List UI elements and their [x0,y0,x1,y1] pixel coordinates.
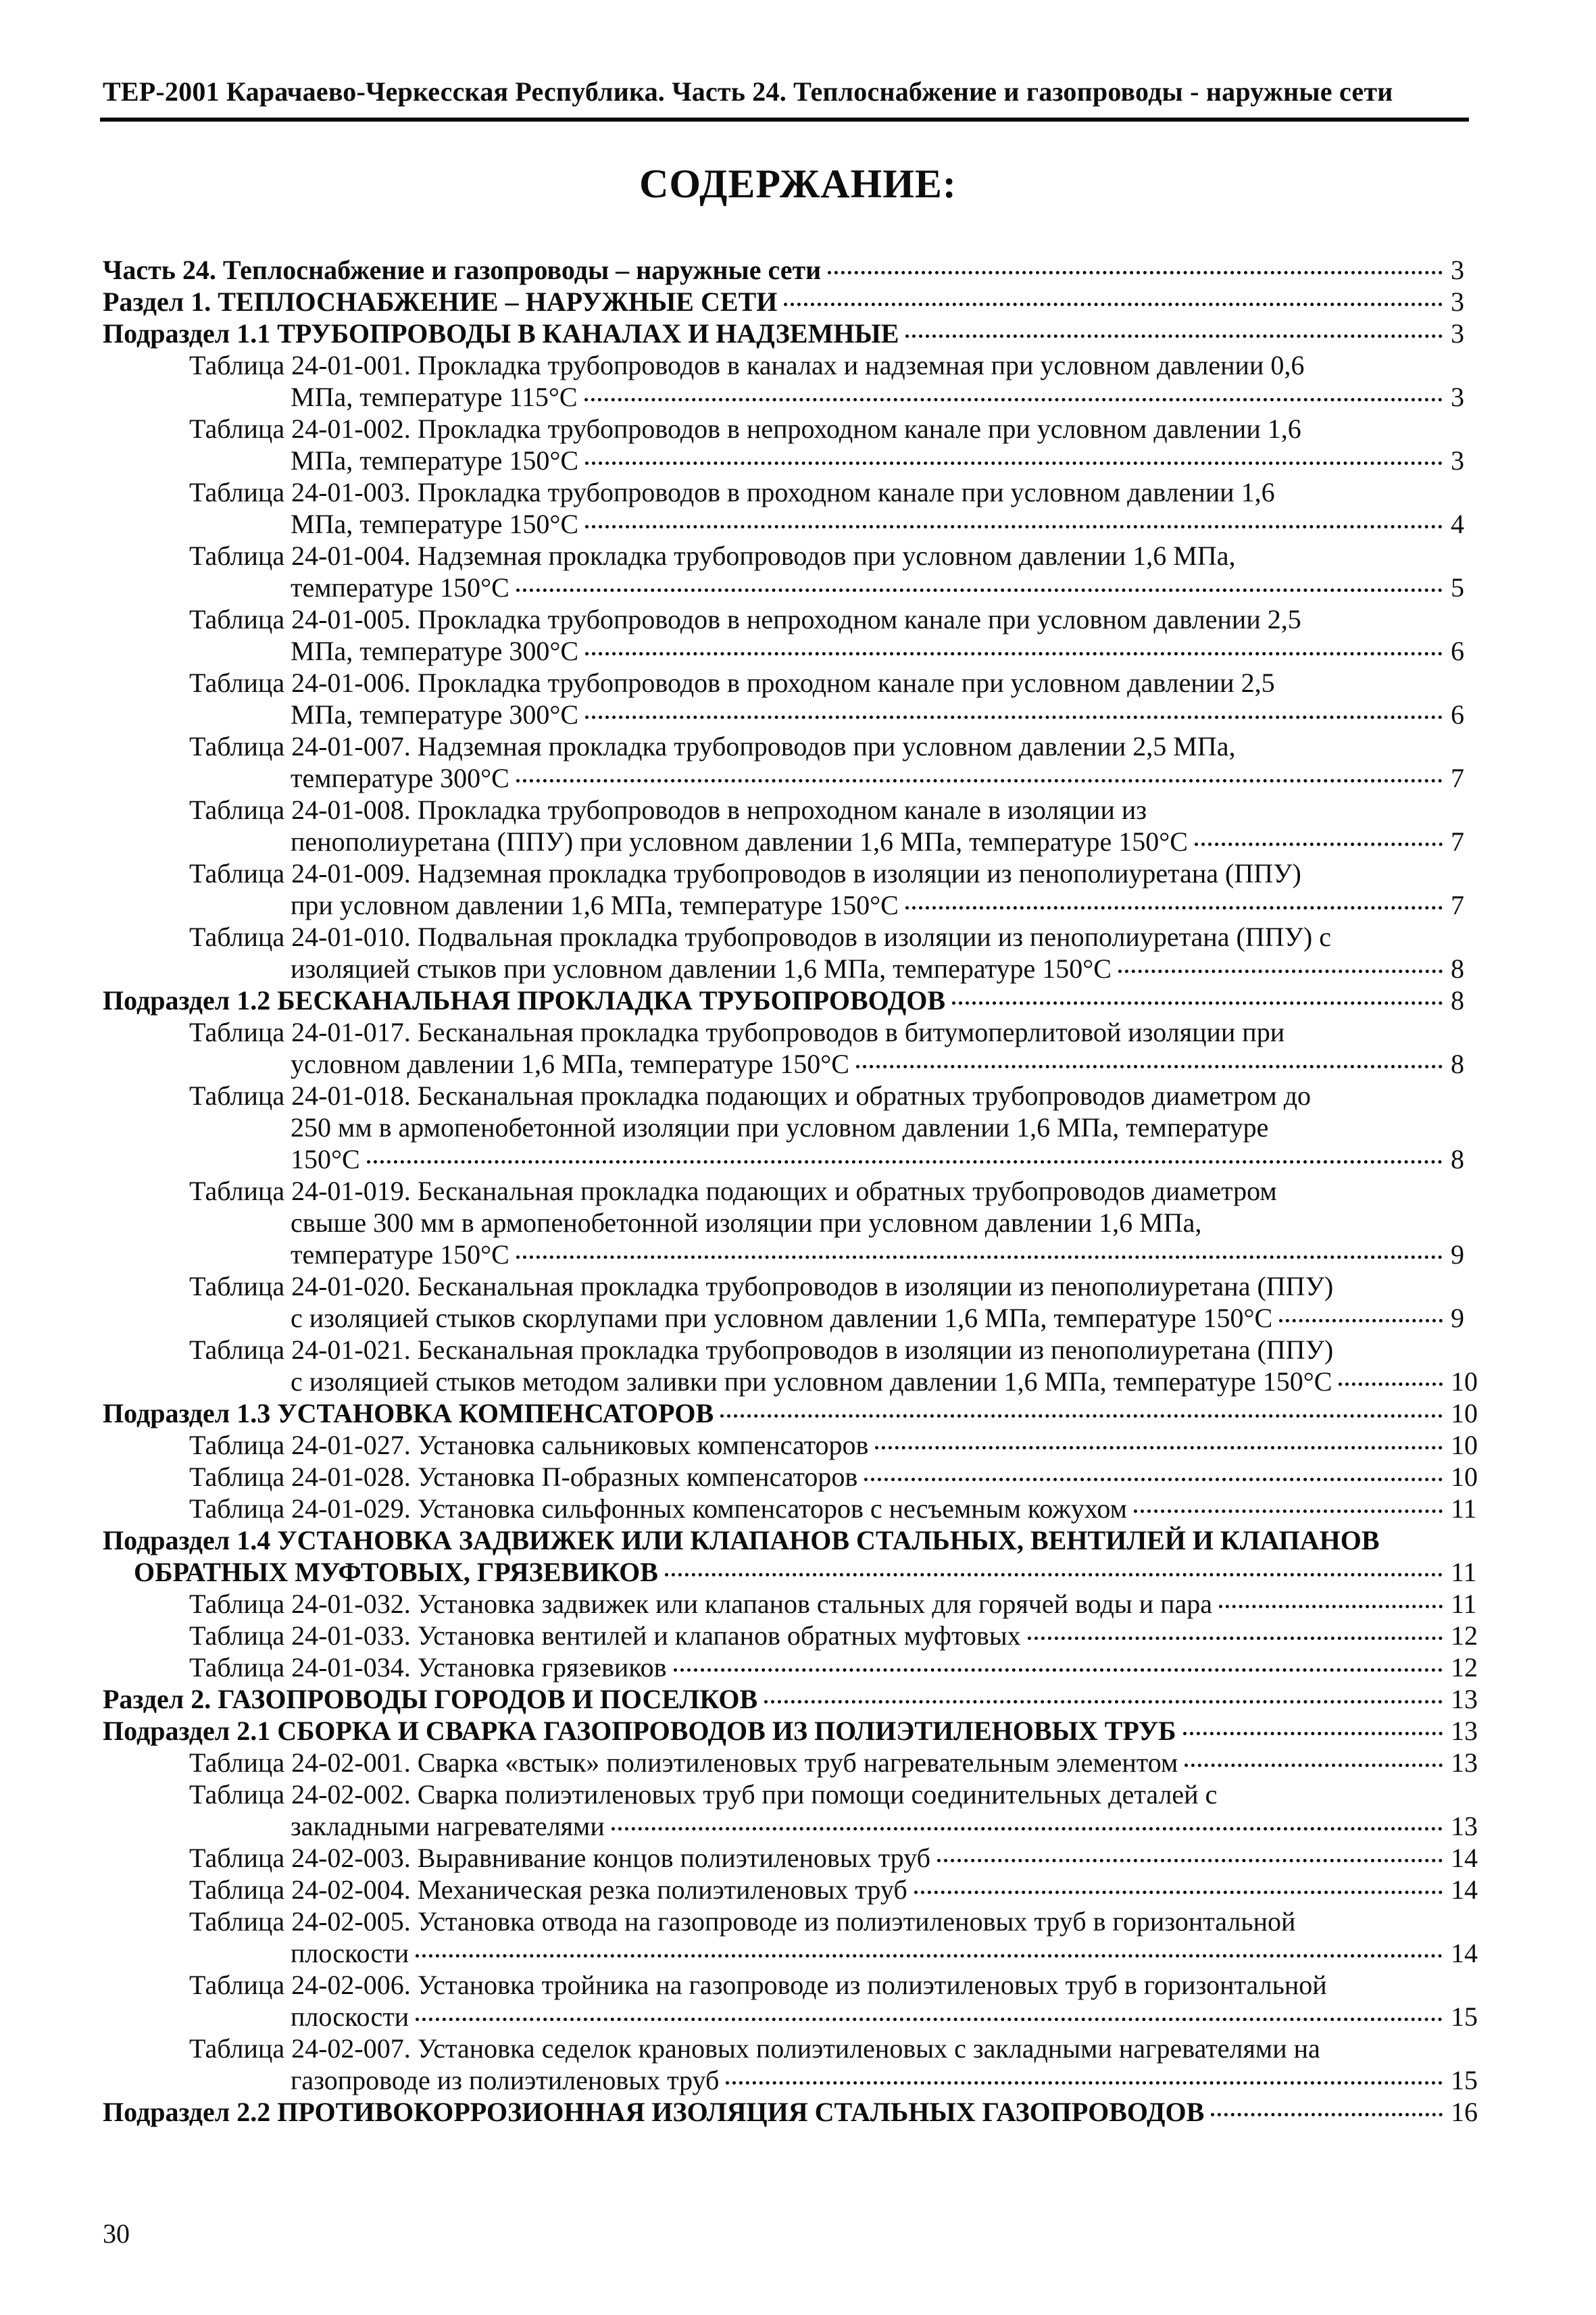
dot-leader [367,1160,1443,1164]
toc-entry-text: с изоляцией стыков скорлупами при условном давлении 1,6 МПа, температуре 150°С [291,1303,1273,1333]
toc-line [103,349,1505,381]
toc-line [103,1906,1505,1937]
dot-leader [764,1700,1443,1703]
toc-line [103,1842,1505,1874]
toc-entry-text: Таблица 24-01-007. Надземная прокладка трубопроводов при условном давлении 2,5 МПа, [189,731,1236,762]
toc-line [103,2033,1505,2064]
toc-entry [103,1016,1505,1080]
toc-line [103,1588,1505,1620]
toc-line [103,762,1505,794]
dot-leader [720,1414,1443,1418]
toc-entry-text: Таблица 24-01-001. Прокладка трубопроводов в каналах и надземная при условном давлении 0,6 [189,350,1305,380]
toc-page-number: 5 [1451,572,1464,603]
toc-line [103,1302,1505,1334]
dot-leader [1195,843,1443,846]
toc-entry [103,667,1505,730]
document-header-text: ТЕР-2001 Карачаево-Черкесская Республика. Часть 24. Теплоснабжение и газопроводы - наружные сети [103,76,1393,107]
toc-entry-text: Таблица 24-02-001. Сварка «встык» полиэтиленовых труб нагревательным элементом [189,1747,1178,1778]
toc-entry-text: Таблица 24-01-020. Бесканальная прокладка трубопроводов в изоляции из пенополиуретана (ППУ) [189,1271,1334,1301]
toc-entry [103,1080,1505,1175]
toc-entry [103,1397,1505,1429]
toc-page-number: 16 [1451,2097,1478,2127]
dot-leader [828,271,1443,274]
toc-entry [103,603,1505,667]
toc-entry-text: с изоляцией стыков методом заливки при условном давлении 1,6 МПа, температуре 150°С [291,1366,1332,1397]
toc-line [103,1651,1505,1683]
footer-page-number: 30 [103,2218,130,2249]
toc-entry [103,2033,1505,2096]
dot-leader [905,906,1443,910]
toc-line [103,730,1505,762]
toc-entry-text: МПа, температуре 300°С [291,699,579,730]
dot-leader [1211,2113,1443,2116]
toc-entry-text: плоскости [291,1938,409,1968]
toc-entry-text: Подраздел 1.1 ТРУБОПРОВОДЫ В КАНАЛАХ И НАДЗЕМНЫЕ [103,318,899,349]
toc-entry-text: при условном давлении 1,6 МПа, температуре 150°С [291,890,899,920]
toc-entry [103,286,1505,318]
toc-entry [103,1175,1505,1270]
toc-line [103,2001,1505,2033]
toc-page-number: 7 [1451,826,1464,857]
toc-entry-text: Таблица 24-01-002. Прокладка трубопроводов в непроходном канале при условном давлении 1,6 [189,414,1301,444]
toc-page-number: 11 [1451,1493,1477,1524]
dot-leader [1118,970,1443,973]
toc-page-number: 8 [1451,1049,1464,1079]
toc-line [103,318,1505,349]
dot-leader [585,525,1443,528]
toc-entry-text: Подраздел 1.3 УСТАНОВКА КОМПЕНСАТОРОВ [103,1398,714,1428]
toc-line [103,1556,1505,1588]
toc-entry-text: Таблица 24-02-005. Установка отвода на газопроводе из полиэтиленовых труб в горизонтальной [189,1906,1296,1937]
toc-line [103,1334,1505,1366]
toc-entry-text: Раздел 1. ТЕПЛОСНАБЖЕНИЕ – НАРУЖНЫЕ СЕТИ [103,287,778,317]
toc-line [103,1239,1505,1270]
toc-entry-text: Таблица 24-02-003. Выравнивание концов полиэтиленовых труб [189,1843,930,1873]
toc-entry [103,2096,1505,2128]
toc-entry [103,921,1505,985]
toc-entry [103,985,1505,1016]
dot-leader [584,398,1443,401]
toc-line [103,826,1505,857]
toc-entry-text: 150°С [291,1144,360,1174]
toc-page-number: 13 [1451,1716,1478,1746]
dot-leader [1279,1319,1443,1322]
dot-leader [1184,1764,1443,1767]
toc-line [103,1366,1505,1397]
toc-line [103,1048,1505,1080]
toc-entry-text: Таблица 24-01-033. Установка вентилей и клапанов обратных муфтовых [189,1620,1021,1651]
toc-page-number: 11 [1451,1589,1477,1619]
toc-entry [103,413,1505,476]
page-title: СОДЕРЖАНИЕ: [639,161,957,206]
toc-page-number: 8 [1451,953,1464,984]
toc-entry [103,1969,1505,2033]
toc-page-number: 12 [1451,1620,1478,1651]
toc-entry [103,1874,1505,1906]
toc-line [103,889,1505,921]
toc-line [103,1270,1505,1302]
dot-leader [1219,1605,1443,1608]
toc-line [103,1778,1505,1810]
dot-leader [516,1255,1443,1259]
toc-entry [103,1747,1505,1778]
toc-entry-text: МПа, температуре 150°С [291,509,579,539]
dot-leader [1134,1510,1443,1513]
toc-line [103,1016,1505,1048]
toc-entry-text: Таблица 24-01-006. Прокладка трубопроводов в проходном канале при условном давлении 2,5 [189,668,1275,698]
toc-line [103,635,1505,667]
toc-page-number: 8 [1451,1144,1464,1174]
toc-line [103,1524,1505,1556]
toc-entry-text: температуре 150°С [291,1239,509,1270]
toc-line [103,1969,1505,2001]
dot-leader [784,303,1443,306]
toc-line [103,1175,1505,1207]
toc-entry [103,1588,1505,1620]
toc-line [103,1429,1505,1461]
toc-entry-text: закладными нагревателями [291,1811,605,1841]
toc-page-number: 13 [1451,1811,1478,1841]
toc [103,254,1505,2128]
toc-entry [103,318,1505,349]
toc-line [103,2096,1505,2128]
toc-line [103,1874,1505,1906]
toc-entry [103,1715,1505,1747]
toc-line [103,508,1505,540]
toc-entry [103,1429,1505,1461]
toc-page-number: 14 [1451,1843,1478,1873]
toc-entry-text: Таблица 24-02-007. Установка седелок крановых полиэтиленовых с закладными нагревателями на [189,2033,1320,2064]
toc-entry-text: Таблица 24-01-034. Установка грязевиков [189,1652,667,1683]
toc-line [103,603,1505,635]
toc-page-number: 10 [1451,1366,1478,1397]
toc-page-number: 3 [1451,287,1464,317]
dot-leader [665,1573,1443,1576]
toc-entry-text: Таблица 24-01-029. Установка сильфонных компенсаторов с несъемным кожухом [189,1493,1127,1524]
toc-entry [103,857,1505,921]
toc-entry-text: Таблица 24-02-006. Установка тройника на газопроводе из полиэтиленовых труб в горизонтальной [189,1970,1327,2000]
toc-page-number: 14 [1451,1874,1478,1905]
toc-line [103,476,1505,508]
dot-leader [914,1891,1443,1894]
toc-entry [103,1270,1505,1334]
toc-line [103,1493,1505,1524]
toc-entry-text: Таблица 24-01-010. Подвальная прокладка трубопроводов в изоляции из пенополиуретана (ППУ) с [189,922,1331,952]
toc-entry-text: Таблица 24-02-004. Механическая резка полиэтиленовых труб [189,1874,907,1905]
toc-entry-text: МПа, температуре 150°С [291,445,579,476]
toc-page-number: 12 [1451,1652,1478,1683]
toc-page-number: 7 [1451,890,1464,920]
toc-entry [103,1778,1505,1842]
dot-leader [905,334,1443,338]
toc-entry [103,1906,1505,1969]
toc-entry-text: Таблица 24-01-003. Прокладка трубопроводов в проходном канале при условном давлении 1,6 [189,477,1275,507]
toc-entry-text: Подраздел 2.2 ПРОТИВОКОРРОЗИОННАЯ ИЗОЛЯЦИЯ СТАЛЬНЫХ ГАЗОПРОВОДОВ [103,2097,1205,2127]
toc-page-number: 15 [1451,2001,1478,2032]
toc-entry [103,540,1505,603]
toc-line [103,667,1505,699]
toc-page-number: 9 [1451,1239,1464,1270]
toc-page-number: 4 [1451,509,1464,539]
toc-entry-text: МПа, температуре 115°С [291,382,578,412]
toc-line [103,857,1505,889]
dot-leader [516,779,1443,782]
toc-entry-text: Таблица 24-01-004. Надземная прокладка трубопроводов при условном давлении 1,6 МПа, [189,541,1236,571]
toc-entry-text: Таблица 24-01-017. Бесканальная прокладка трубопроводов в битумоперлитовой изоляции при [189,1017,1285,1047]
toc-entry [103,1842,1505,1874]
toc-line [103,286,1505,318]
toc-line [103,1683,1505,1715]
dot-leader [674,1668,1443,1672]
toc-line [103,254,1505,286]
toc-line [103,921,1505,953]
toc-entry [103,349,1505,413]
dot-leader [585,652,1443,655]
toc-entry-text: Таблица 24-02-002. Сварка полиэтиленовых труб при помощи соединительных деталей с [189,1779,1218,1810]
dot-leader [875,1446,1443,1449]
toc-line [103,1747,1505,1778]
toc-line [103,794,1505,826]
toc-entry [103,794,1505,857]
toc-line [103,1620,1505,1651]
toc-page-number: 6 [1451,699,1464,730]
toc-page-number: 10 [1451,1398,1478,1428]
dot-leader [585,716,1443,719]
toc-line [103,1207,1505,1239]
toc-line [103,1143,1505,1175]
toc-line [103,1397,1505,1429]
toc-entry [103,254,1505,286]
toc-entry-text: Таблица 24-01-019. Бесканальная прокладка подающих и обратных трубопроводов диаметром [189,1176,1277,1206]
toc-line [103,381,1505,413]
dot-leader [1028,1637,1443,1640]
toc-entry-text: изоляцией стыков при условном давлении 1,6 МПа, температуре 150°С [291,953,1112,984]
toc-page-number: 15 [1451,2065,1478,2095]
toc-page-number: 10 [1451,1462,1478,1492]
toc-page-number: 9 [1451,1303,1464,1333]
dot-leader [726,2081,1443,2085]
toc-page-number: 14 [1451,1938,1478,1968]
toc-entry [103,1683,1505,1715]
toc-line [103,1937,1505,1969]
toc-entry-text: Подраздел 2.1 СБОРКА И СВАРКА ГАЗОПРОВОДОВ ИЗ ПОЛИЭТИЛЕНОВЫХ ТРУБ [103,1716,1176,1746]
dot-leader [952,1001,1443,1005]
document-header [103,76,1515,107]
toc-page-number: 13 [1451,1747,1478,1778]
toc-page-number: 3 [1451,445,1464,476]
toc-entry [103,1524,1505,1588]
dot-leader [612,1827,1443,1831]
toc-entry-text: условном давлении 1,6 МПа, температуре 150°С [291,1049,849,1079]
toc-page-number: 7 [1451,763,1464,793]
toc-entry-text: Таблица 24-01-018. Бесканальная прокладка подающих и обратных трубопроводов диаметром до [189,1080,1312,1111]
toc-page-number: 3 [1451,255,1464,285]
toc-entry-text: Раздел 2. ГАЗОПРОВОДЫ ГОРОДОВ И ПОСЕЛКОВ [103,1684,758,1714]
toc-entry-text: температуре 150°С [291,572,509,603]
toc-page-number: 11 [1451,1557,1477,1587]
toc-line [103,540,1505,572]
dot-leader [1339,1383,1443,1386]
toc-line [103,445,1505,476]
toc-page-number: 8 [1451,985,1464,1016]
toc-entry-text: Подраздел 1.4 УСТАНОВКА ЗАДВИЖЕК ИЛИ КЛАПАНОВ СТАЛЬНЫХ, ВЕНТИЛЕЙ И КЛАПАНОВ [103,1525,1380,1555]
toc-entry-text: пенополиуретана (ППУ) при условном давлении 1,6 МПа, температуре 150°С [291,826,1188,857]
toc-entry-text: свыше 300 мм в армопенобетонной изоляции при условном давлении 1,6 МПа, [291,1208,1202,1238]
toc-line [103,1461,1505,1493]
dot-leader [856,1065,1443,1068]
header-rule [100,118,1469,122]
toc-page-number: 13 [1451,1684,1478,1714]
toc-line [103,699,1505,730]
toc-entry-text: 250 мм в армопенобетонной изоляции при условном давлении 1,6 МПа, температуре [291,1112,1269,1143]
toc-page-number: 10 [1451,1430,1478,1460]
dot-leader [585,462,1443,465]
toc-entry [103,730,1505,794]
toc-entry-text: ОБРАТНЫХ МУФТОВЫХ, ГРЯЗЕВИКОВ [134,1557,658,1587]
toc-line [103,1112,1505,1143]
toc-entry [103,1461,1505,1493]
toc-entry-text: МПа, температуре 300°С [291,636,579,666]
toc-page-number: 6 [1451,636,1464,666]
toc-line [103,572,1505,603]
toc-line [103,985,1505,1016]
toc-entry-text: Часть 24. Теплоснабжение и газопроводы – наружные сети [103,255,822,285]
toc-line [103,1715,1505,1747]
toc-line [103,413,1505,445]
toc-line [103,1080,1505,1112]
toc-entry-text: Таблица 24-01-021. Бесканальная прокладка трубопроводов в изоляции из пенополиуретана (ППУ) [189,1335,1334,1365]
toc-entry [103,1493,1505,1524]
toc-entry-text: Таблица 24-01-028. Установка П-образных компенсаторов [189,1462,858,1492]
dot-leader [937,1859,1443,1862]
dot-leader [1183,1732,1443,1735]
dot-leader [516,589,1443,592]
toc-entry [103,476,1505,540]
toc-entry-text: Таблица 24-01-005. Прокладка трубопроводов в непроходном канале при условном давлении 2,5 [189,604,1301,634]
toc-line [103,2064,1505,2096]
toc-page-number: 3 [1451,382,1464,412]
toc-entry-text: температуре 300°С [291,763,509,793]
toc-entry [103,1334,1505,1397]
toc-entry-text: Таблица 24-01-009. Надземная прокладка трубопроводов в изоляции из пенополиуретана (ППУ) [189,858,1301,889]
toc-entry-text: газопроводе из полиэтиленовых труб [291,2065,720,2095]
toc-entry-text: Подраздел 1.2 БЕСКАНАЛЬНАЯ ПРОКЛАДКА ТРУБОПРОВОДОВ [103,985,946,1016]
dot-leader [416,2018,1443,2021]
toc-entry [103,1651,1505,1683]
toc-entry-text: Таблица 24-01-032. Установка задвижек или клапанов стальных для горячей воды и пара [189,1589,1213,1619]
toc-entry [103,1620,1505,1651]
toc-line [103,953,1505,985]
dot-leader [416,1954,1443,1958]
toc-line [103,1810,1505,1842]
dot-leader [864,1478,1443,1481]
toc-page-number: 3 [1451,318,1464,349]
toc-entry-text: плоскости [291,2001,409,2032]
toc-entry-text: Таблица 24-01-027. Установка сальниковых компенсаторов [189,1430,869,1460]
toc-entry-text: Таблица 24-01-008. Прокладка трубопроводов в непроходном канале в изоляции из [189,795,1147,825]
